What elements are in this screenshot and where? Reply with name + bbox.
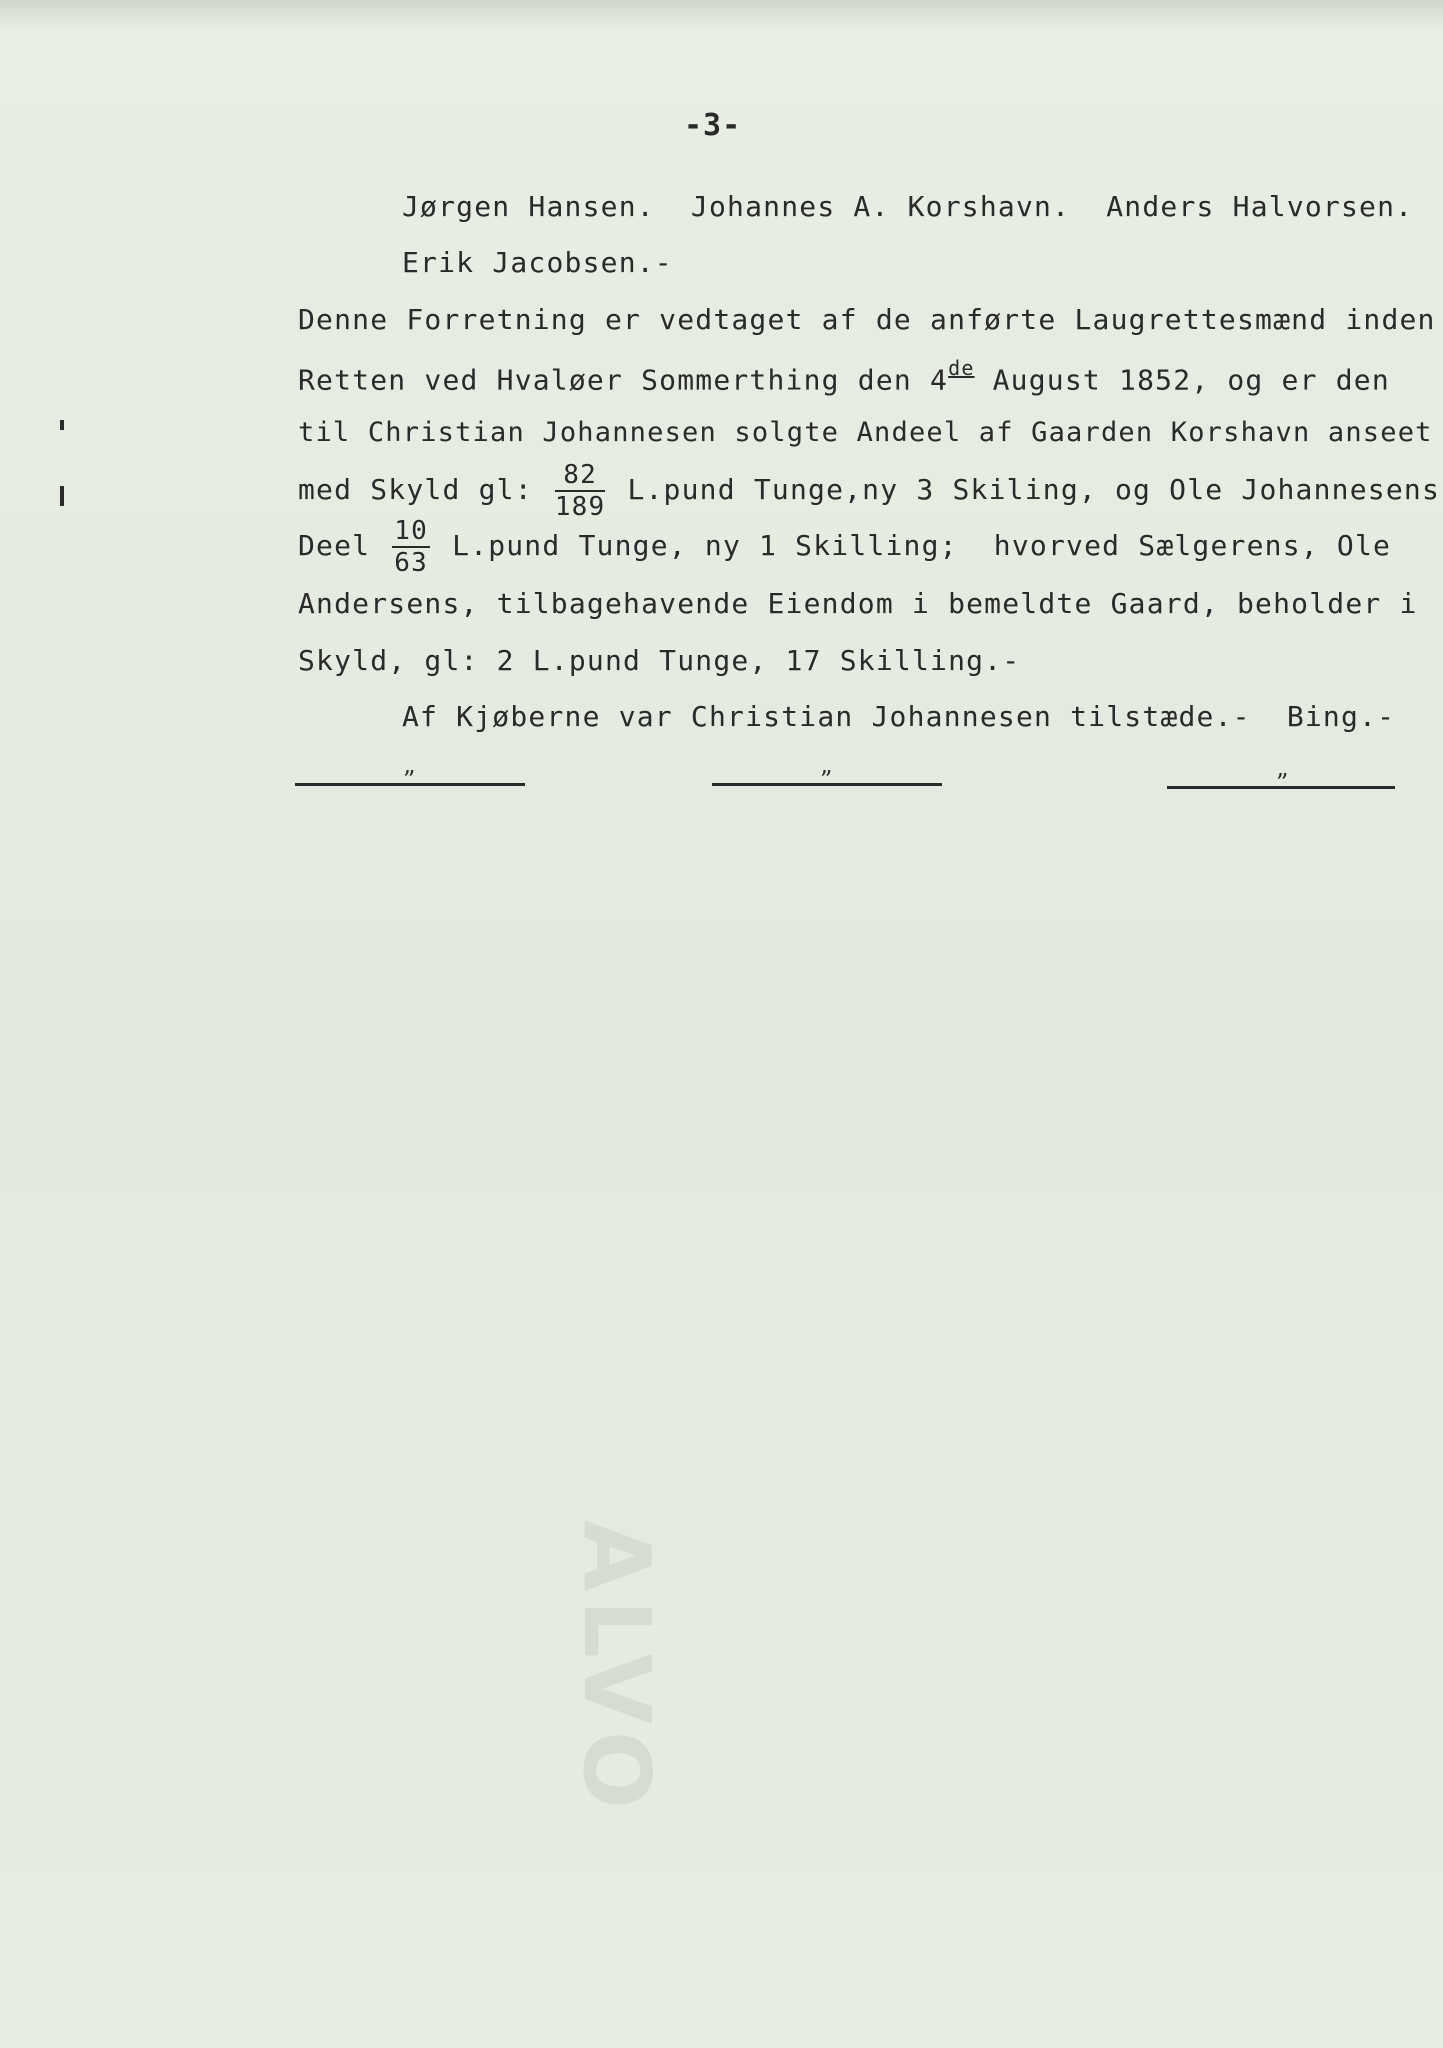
ditto-mark: ” (403, 766, 416, 794)
page-number: -3- (684, 108, 742, 143)
text-line-7 (298, 518, 1391, 576)
text-line-6-start: med Skyld gl: (298, 473, 533, 506)
page-top-edge (0, 0, 1443, 28)
text-line-4-start: Retten ved Hvaløer Sommerthing den 4 (298, 363, 949, 397)
margin-mark (60, 486, 64, 506)
fraction-82-189 (555, 462, 606, 520)
text-line-7-start: Deel (298, 529, 371, 562)
margin-mark (60, 420, 64, 430)
text-line-4-end: August 1852, og er den (992, 363, 1390, 397)
text-line-6-end: L.pund Tunge,ny 3 Skiling, og Ole Johannesens (627, 473, 1441, 506)
text-line-5: til Christian Johannesen solgte Andeel af Gaarden Korshavn anseet (298, 417, 1433, 448)
ditto-mark: ” (1276, 769, 1289, 797)
text-line-8: Andersens, tilbagehavende Eiendom i bemeldte Gaard, beholder i (298, 587, 1418, 620)
fraction-10-63 (392, 518, 430, 576)
fraction-numerator: 82 (555, 462, 606, 492)
text-line-10: Af Kjøberne var Christian Johannesen tilstæde.- Bing.- (402, 700, 1396, 733)
fraction-numerator: 10 (394, 516, 429, 546)
text-line-4 (298, 356, 1390, 397)
text-line-3: Denne Forretning er vedtaget af de anførte Laugrettesmænd inden (298, 303, 1436, 336)
text-line-7-end: L.pund Tunge, ny 1 Skilling; hvorved Sælgerens, Ole (452, 529, 1392, 562)
text-line-1: Jørgen Hansen. Johannes A. Korshavn. Anders Halvorsen. (402, 190, 1414, 223)
text-line-2: Erik Jacobsen.- (402, 246, 673, 279)
paper-watermark: ALVO (563, 1520, 670, 1817)
ditto-mark: ” (820, 766, 833, 794)
ordinal-suffix: de (948, 356, 975, 380)
text-line-9: Skyld, gl: 2 L.pund Tunge, 17 Skilling.- (298, 644, 1021, 677)
text-line-6 (298, 462, 1440, 520)
fraction-denominator: 63 (394, 548, 429, 578)
fraction-denominator: 189 (554, 492, 606, 522)
